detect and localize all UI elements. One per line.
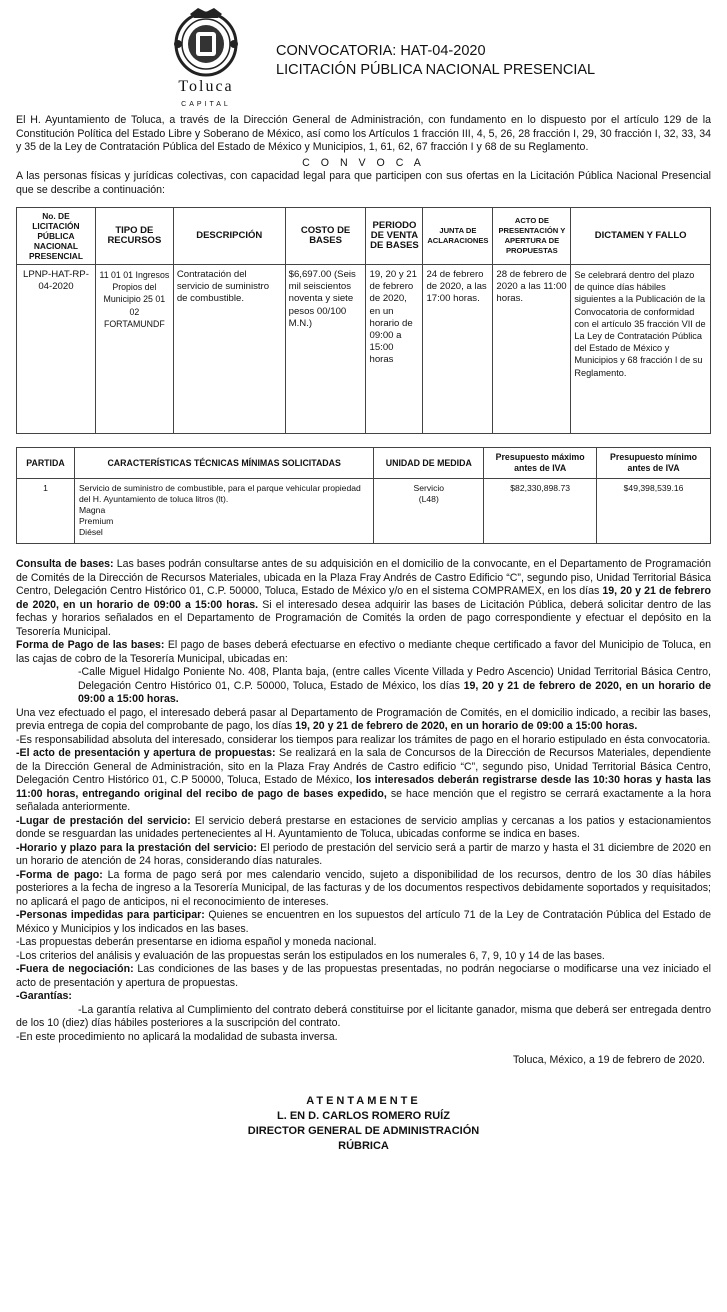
logo-name: Toluca [178, 78, 234, 95]
forma-label: Forma de Pago de las bases: [16, 639, 165, 651]
invite-paragraph: A las personas físicas y jurídicas colectivas, con capacidad legal para que participen con sus ofertas en la Licitación Pública Nacional Presencial que se describe a continuación: [16, 170, 711, 196]
acto-text: Se realizará en la sala de Concursos de la Dirección de Recursos Materiales, dependiente de la Dirección General de Administración, sito en la Plaza Fray Andrés de Castro edificio “C”, segundo piso, Unidad Territorial Básica Centro, Delegación Centro Histórico 01, C.P 50000, Toluca, Estado de México, [16, 747, 711, 786]
garantia-paragraph: -La garantía relativa al Cumplimiento del contrato deberá constituirse por el licitante ganador, misma que deberá ser entregada dentro de los 10 (diez) días hábiles posteriores a la suscripción del contrato. [16, 1003, 711, 1029]
lugar-paragraph [16, 815, 711, 842]
personas-paragraph [16, 909, 711, 936]
forma-paragraph [16, 639, 711, 666]
una-vez-paragraph [16, 707, 711, 734]
convocatoria-number: CONVOCATORIA: HAT-04-2020 [276, 43, 486, 59]
fuera-paragraph [16, 963, 711, 990]
consulta-label: Consulta de bases: [16, 558, 114, 570]
subasta-paragraph: -En este procedimiento no aplicará la modalidad de subasta inversa. [16, 1030, 338, 1043]
forma-text: El pago de bases deberá efectuarse en efectivo o mediante cheque certificado a favor del Municipio de Toluca, en las cajas de cobro de la Tesorería Municipal, ubicadas en: [16, 639, 711, 665]
signer-position: DIRECTOR GENERAL DE ADMINISTRACIÓN [247, 1124, 480, 1137]
responsabilidad-paragraph: -Es responsabilidad absoluta del interesado, considerar los tiempos para realizar los trámites de pago en el horario estipulado en ésta convocatoria. [16, 733, 711, 746]
fuera-text: Las condiciones de las bases y de las propuestas presentadas, no podrán negociarse o modificarse una vez iniciado el acto de presentación y apertura de propuestas. [16, 963, 711, 989]
lugar-text: El servicio deberá prestarse en estaciones de servicio amplias y cercanas a los patios y estacionamientos donde se resguardan las unidades pertenecientes al H. Ayuntamiento de Toluca, ubicadas conforme se indica en bases. [16, 814, 711, 840]
header-cell: PERIODO DE VENTA DE BASES [366, 208, 423, 265]
una-vez-text: Una vez efectuado el pago, el interesado deberá pasar al Departamento de Programación de Comités, en el domicilio indicado, a recibir las bases, previa entrega de copia del comprobante de pago, los días [16, 706, 711, 732]
header [16, 0, 711, 108]
pago-paragraph [16, 869, 711, 910]
fuel-type: Diésel [78, 527, 103, 537]
atentamente: ATENTAMENTE [306, 1094, 421, 1107]
header-cell: CARACTERÍSTICAS TÉCNICAS MÍNIMAS SOLICITADAS [74, 448, 373, 479]
acto-registration: los interesados deberán registrarse desde las 10:30 horas y hasta las 11:00 horas, entregando original del recibo de pago de bases expedido, [16, 774, 711, 800]
header-cell: JUNTA DE ACLARACIONES [423, 208, 493, 265]
numero-cell: LPNP-HAT-RP-04-2020 [17, 265, 96, 434]
crest-icon [160, 6, 252, 80]
calle-text: -Calle Miguel Hidalgo Poniente No. 408, Planta baja, (entre calles Vicente Villada y Pedro Ascencio) Unidad Territorial Básica Centro, Delegación Centro Histórico 01, C.P. 50000, Toluca, Estado de México, los días [78, 666, 711, 692]
acto-cell: 28 de febrero de 2020 a las 11:00 horas. [493, 265, 571, 434]
consulta-schedule: 19, 20 y 21 de febrero de 2020, en un horario de 09:00 a 15:00 horas. [16, 585, 712, 611]
consulta-text: Las bases podrán consultarse antes de su adquisición en el domicilio de la convocante, en el Departamento de Programación de Comités de la Dirección de Recursos Materiales, ubicada en la Plaza Fray Andrés de Castro Edificio “C”, segundo piso, Unidad Territorial Básica Centro, Delegación Centro Histórico 01, C.P. 50000, Toluca, Estado de México y/o en el sistema COMPRAMEX, en los días [16, 558, 711, 597]
garantias-label: -Garantías: [16, 990, 72, 1002]
consulta-text-2: Si el interesado desea adquirir las bases de Licitación Pública, deberá solicitar dentro de las fechas y horarios señalados en el Departamento de Programación de Comités la orden de pago correspondiente y efectuar el depósito en la Tesorería Municipal. [16, 598, 712, 638]
header-cell: Presupuesto máximo antes de IVA [484, 448, 597, 479]
caracteristicas-text: Servicio de suministro de combustible, para el parque vehicular propiedad del H. Ayuntamiento de toluca litros (lt). [78, 483, 361, 504]
calle-paragraph [16, 666, 711, 707]
criterios-paragraph: -Los criterios del análisis y evaluación de las propuestas serán los estipulados en los numerales 6, 7, 9, 10 y 14 de las bases. [16, 949, 605, 962]
header-cell: No. DE LICITACIÓN PÚBLICA NACIONAL PRESENCIAL [17, 208, 96, 265]
header-cell: UNIDAD DE MEDIDA [374, 448, 484, 479]
costo-cell: $6,697.00 (Seis mil seiscientos noventa y siete pesos 00/100 M.N.) [285, 265, 366, 434]
fuel-type: Premium [78, 516, 114, 526]
signature-block [16, 1094, 711, 1154]
junta-cell: 24 de febrero de 2020, a las 17:00 horas. [423, 265, 493, 434]
maximo-cell: $82,330,898.73 [484, 479, 597, 544]
acto-text-2: se hace mención que el registro se cerrará exactamente a la hora señalada anteriormente. [16, 787, 711, 813]
signer-name: L. EN D. CARLOS ROMERO RUÍZ [277, 1109, 450, 1122]
conditions-body [16, 558, 711, 1044]
pago-label: -Forma de pago: [16, 868, 103, 881]
table-row [17, 479, 711, 544]
partidas-table [16, 447, 711, 544]
horario-label: -Horario y plazo para la prestación del servicio: [16, 841, 257, 854]
dictamen-cell: Se celebrará dentro del plazo de quince días hábiles siguientes a la Publicación de la Convocatoria de conformidad con el artículo 35 fracción VII de La Ley de Contratación Pública del Estado de México y Municipios y 68 fracción I de su Reglamento. [571, 265, 711, 434]
document-date: Toluca, México, a 19 de febrero de 2020. [513, 1054, 705, 1066]
rubrica: RÚBRICA [338, 1139, 389, 1152]
lugar-label: -Lugar de prestación del servicio: [16, 814, 191, 827]
header-cell: DICTAMEN Y FALLO [571, 208, 711, 265]
table-header-row [17, 448, 711, 479]
acto-paragraph [16, 747, 711, 815]
una-vez-schedule: 19, 20 y 21 de febrero de 2020, en un horario de 09:00 a 15:00 horas. [295, 720, 638, 732]
logo-subtitle: CAPITAL [181, 101, 231, 108]
personas-label: -Personas impedidas para participar: [16, 909, 205, 921]
partida-cell: 1 [17, 479, 75, 544]
garantias-label-paragraph [16, 990, 711, 1004]
header-cell: Presupuesto mínimo antes de IVA [597, 448, 711, 479]
unidad-cell [374, 479, 484, 544]
periodo-cell: 19, 20 y 21 de febrero de 2020, en un horario de 09:00 a 15:00 horas [366, 265, 423, 434]
idioma-paragraph: -Las propuestas deberán presentarse en idioma español y moneda nacional. [16, 936, 377, 948]
header-cell: TIPO DE RECURSOS [95, 208, 173, 265]
intro-paragraph: El H. Ayuntamiento de Toluca, a través de la Dirección General de Administración, con fundamento en lo dispuesto por el artículo 129 de la Constitución Política del Estado Libre y Soberano de México, así como los Artículos 1 fracción III, 4, 5, 26, 28 fracción I, 29, 30 fracción I, 32, 33, 34 y 35 de la Ley de Contratación Pública del Estado de México y Municipios, 1, 61, 62, 67 fracción I y 68 de su Reglamento. [16, 114, 711, 153]
fuel-type: Magna [78, 505, 106, 515]
pago-text: La forma de pago será por mes calendario vencido, sujeto a disponibilidad de los recursos, dentro de los 30 días hábiles posteriores a la fecha de ingreso a la Tesorería Municipal, de las facturas y de los documentos respectivos debidamente soportados y requisitados; no aplicará el pago de anticipos, ni el reconocimiento de intereses. [16, 868, 711, 908]
convoca-heading: C O N V O C A [302, 156, 425, 169]
recursos-cell: 11 01 01 Ingresos Propios del Municipio 25 01 02 FORTAMUNDF [95, 265, 173, 434]
fuera-label: -Fuera de negociación: [16, 963, 134, 975]
minimo-cell: $49,398,539.16 [597, 479, 711, 544]
acto-label: -El acto de presentación y apertura de propuestas: [16, 747, 276, 759]
header-cell: PARTIDA [17, 448, 75, 479]
header-cell: COSTO DE BASES [285, 208, 366, 265]
caracteristicas-cell [74, 479, 373, 544]
horario-paragraph [16, 842, 711, 869]
header-cell: DESCRIPCIÓN [173, 208, 285, 265]
licitacion-type: LICITACIÓN PÚBLICA NACIONAL PRESENCIAL [276, 62, 596, 78]
toluca-logo [160, 6, 252, 106]
unidad-text: Servicio [413, 483, 445, 493]
header-cell: ACTO DE PRESENTACIÓN Y APERTURA DE PROPUESTAS [493, 208, 571, 265]
descripcion-cell: Contratación del servicio de suministro de combustible. [173, 265, 285, 434]
personas-text: Quienes se encuentren en los supuestos del artículo 71 de la Ley de Contratación Pública del Estado de México y Municipios y los indicados en las bases. [16, 909, 711, 935]
calle-schedule: 19, 20 y 21 de febrero de 2020, en un horario de 09:00 a 15:00 horas. [78, 679, 711, 705]
unidad-code: (L48) [418, 494, 439, 504]
document-title [276, 42, 595, 80]
licitacion-table [16, 207, 711, 434]
horario-text: El periodo de prestación del servicio será a partir de marzo y hasta el 31 diciembre de 2020 en un horario de atención de 24 horas, considerando días naturales. [16, 841, 712, 867]
document-page [16, 0, 711, 1154]
table-row [17, 265, 711, 434]
table-header-row [17, 208, 711, 265]
consulta-paragraph [16, 558, 711, 639]
